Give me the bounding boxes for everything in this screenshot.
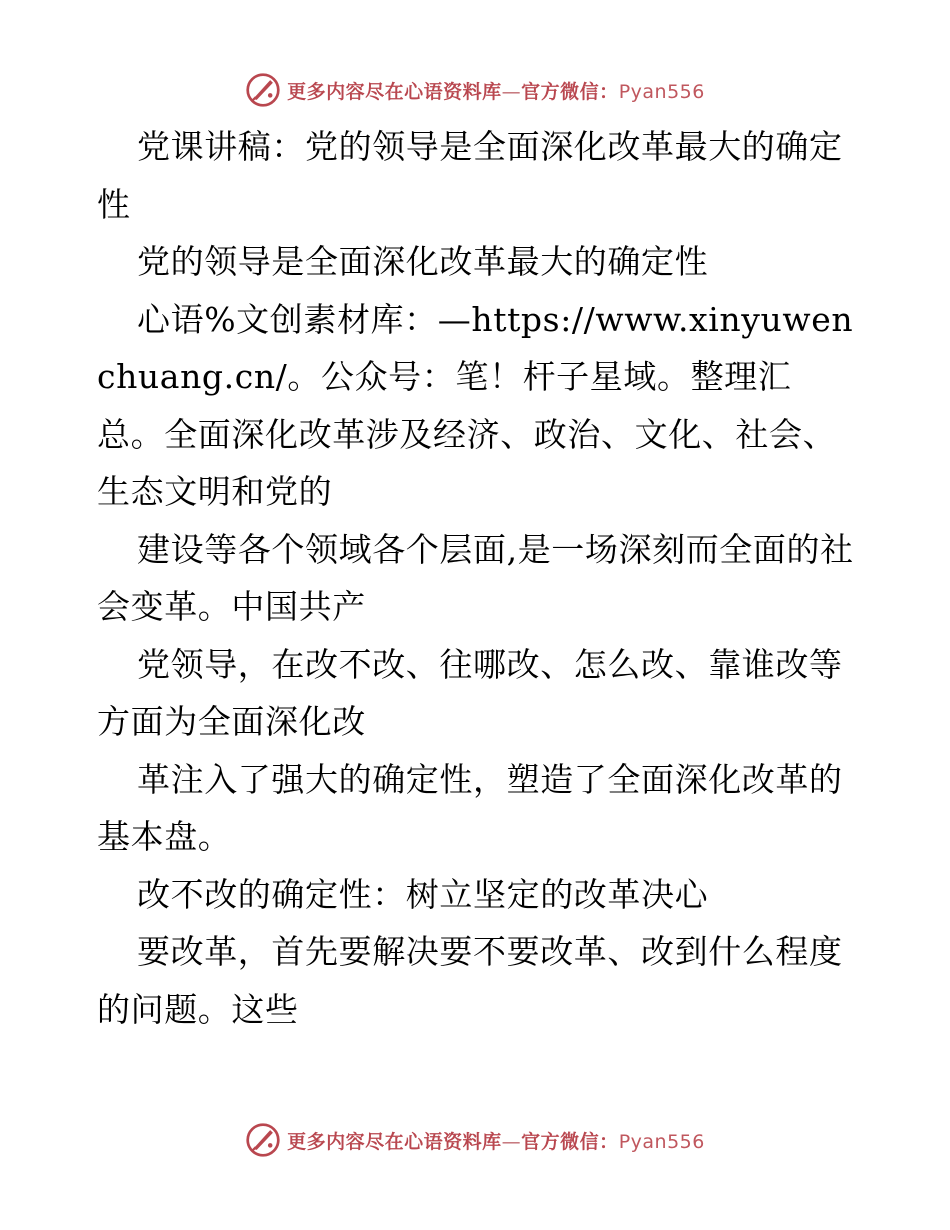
quill-logo-icon [245, 1122, 281, 1158]
banner-separator: — [501, 1130, 522, 1153]
banner-text [287, 1127, 705, 1154]
body-paragraph: 建设等各个领域各个层面,是一场深刻而全面的社会变革。中国共产 [97, 529, 854, 626]
body-paragraph: 革注入了强大的确定性，塑造了全面深化改革的基本盘。 [97, 759, 843, 856]
body-paragraph: 党领导，在改不改、往哪改、怎么改、靠谁改等方面为全面深化改 [97, 644, 843, 741]
document-body [97, 118, 857, 1038]
banner-text [287, 77, 705, 104]
banner-contact-label: 官方微信： [521, 80, 619, 103]
body-paragraph: 要改革，首先要解决要不要改革、改到什么程度的问题。这些 [97, 932, 843, 1029]
footer-watermark-banner [0, 1120, 950, 1160]
header-watermark-banner [0, 70, 950, 110]
quill-logo-icon [245, 72, 281, 108]
banner-contact-id: Pyan556 [618, 80, 705, 103]
banner-separator: — [501, 80, 522, 103]
section-heading: 改不改的确定性：树立坚定的改革决心 [137, 874, 709, 914]
document-title: 党课讲稿：党的领导是全面深化改革最大的确定性 [97, 127, 843, 224]
document-subtitle: 党的领导是全面深化改革最大的确定性 [137, 242, 709, 281]
banner-main-text: 更多内容尽在心语资料库 [287, 80, 502, 103]
banner-contact-id: Pyan556 [618, 1130, 705, 1153]
body-paragraph: 心语%文创素材库：—https://www.xinyuwenchuang.cn/。公众号：笔！杆子星域。整理汇总。全面深化改革涉及经济、政治、文化、社会、生态文明和党的 [97, 299, 854, 511]
banner-main-text: 更多内容尽在心语资料库 [287, 1130, 502, 1153]
banner-contact-label: 官方微信： [521, 1130, 619, 1153]
